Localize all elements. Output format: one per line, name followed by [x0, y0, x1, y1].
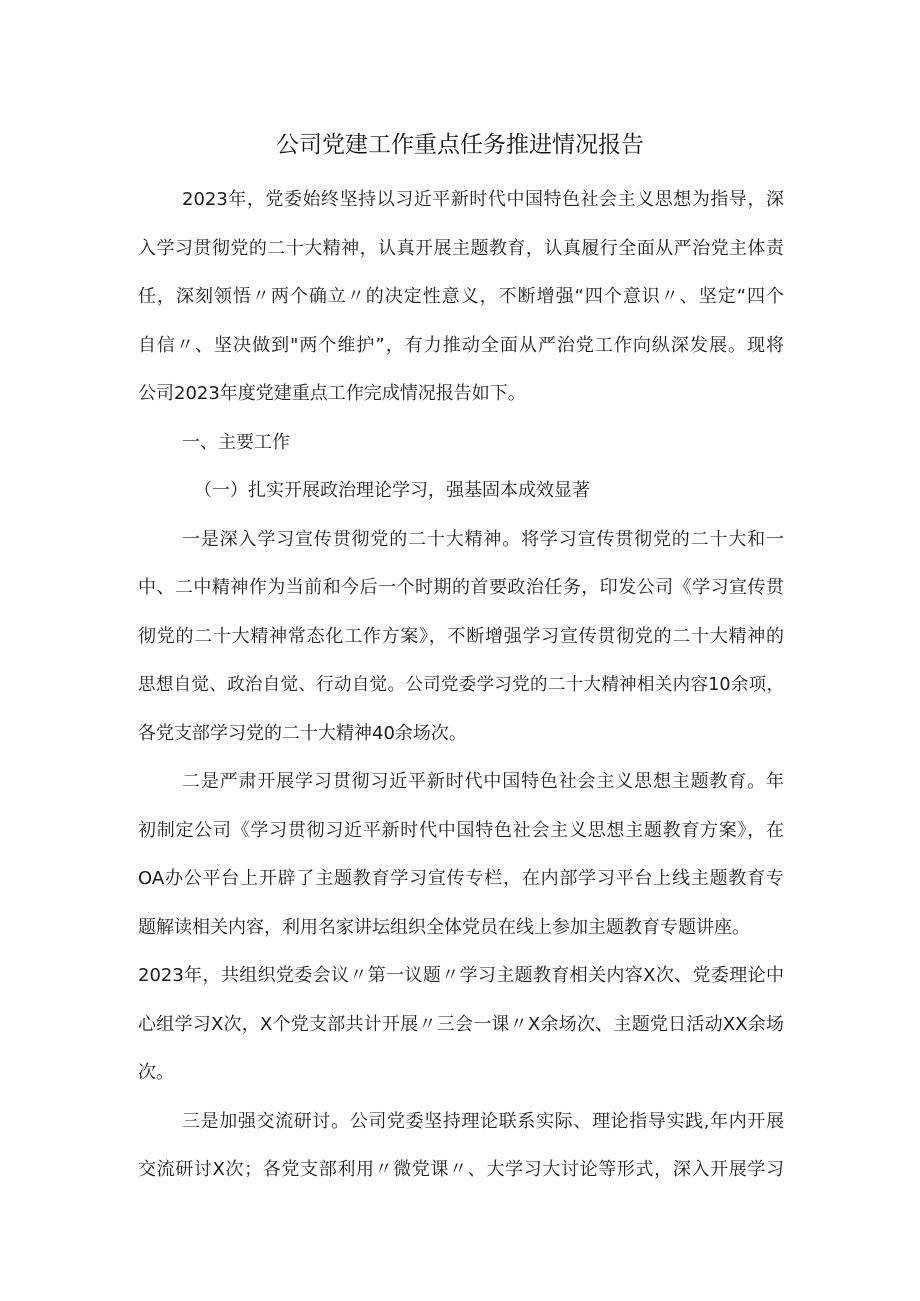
paragraph-line: 初制定公司《学习贯彻习近平新时代中国特色社会主义思想主题教育方案》，在: [138, 819, 784, 841]
paragraph-line: 公司2023年度党建重点工作完成情况报告如下。: [138, 383, 526, 404]
paragraph-line: 思想自觉、政治自觉、行动自觉。公司党委学习党的二十大精神相关内容10余项，: [138, 675, 784, 695]
paragraph-line: 自信〃、坚决做到"两个维护”，有力推动全面从严治党工作向纵深发展。现将: [138, 334, 784, 356]
paragraph-line: 二是严肃开展学习贯彻习近平新时代中国特色社会主义思想主题教育。年: [182, 771, 784, 792]
paragraph-line: 各党支部学习党的二十大精神40余场次。: [138, 722, 467, 744]
paragraph-line: 入学习贯彻党的二十大精神，认真开展主题教育，认真履行全面从严治党主体责: [138, 237, 784, 259]
paragraph-line: 2023年，党委始终坚持以习近平新时代中国特色社会主义思想为指导，深: [182, 189, 784, 210]
paragraph-line: 任，深刻领悟〃两个确立〃的决定性意义，不断增强“四个意识〃、坚定“四个: [138, 286, 784, 307]
paragraph-line: 心组学习X次，X个党支部共计开展〃三会一课〃X余场次、主题党日活动XX余场: [138, 1013, 784, 1035]
paragraph-line: 2023年，共组织党委会议〃第一议题〃学习主题教育相关内容X次、党委理论中: [138, 965, 784, 986]
document-body: [138, 176, 784, 1195]
document-title: 公司党建工作重点任务推进情况报告: [276, 132, 644, 158]
section-heading: 一、主要工作: [182, 431, 290, 453]
paragraph-line: 彻党的二十大精神常态化工作方案》，不断增强学习宣传贯彻党的二十大精神的: [138, 625, 784, 647]
paragraph-line: 交流研讨X次；各党支部利用〃微党课〃、大学习大讨论等形式，深入开展学习: [138, 1159, 784, 1180]
paragraph-line: 一是深入学习宣传贯彻党的二十大精神。将学习宣传贯彻党的二十大和一: [182, 528, 784, 550]
paragraph-line: 次。: [138, 1062, 174, 1083]
paragraph-line: 题解读相关内容，利用名家讲坛组织全体党员在线上参加主题教育专题讲座。: [138, 916, 750, 938]
paragraph-line: OA办公平台上开辟了主题教育学习宣传专栏，在内部学习平台上线主题教育专: [138, 868, 784, 889]
paragraph-line: 中、二中精神作为当前和今后一个时期的首要政治任务，印发公司《学习宣传贯: [138, 577, 784, 598]
paragraph-line: 三是加强交流研讨。公司党委坚持理论联系实际、理论指导实践,年内开展: [182, 1110, 784, 1132]
subsection-heading: （一）扎实开展政治理论学习，强基固本成效显著: [194, 480, 590, 501]
